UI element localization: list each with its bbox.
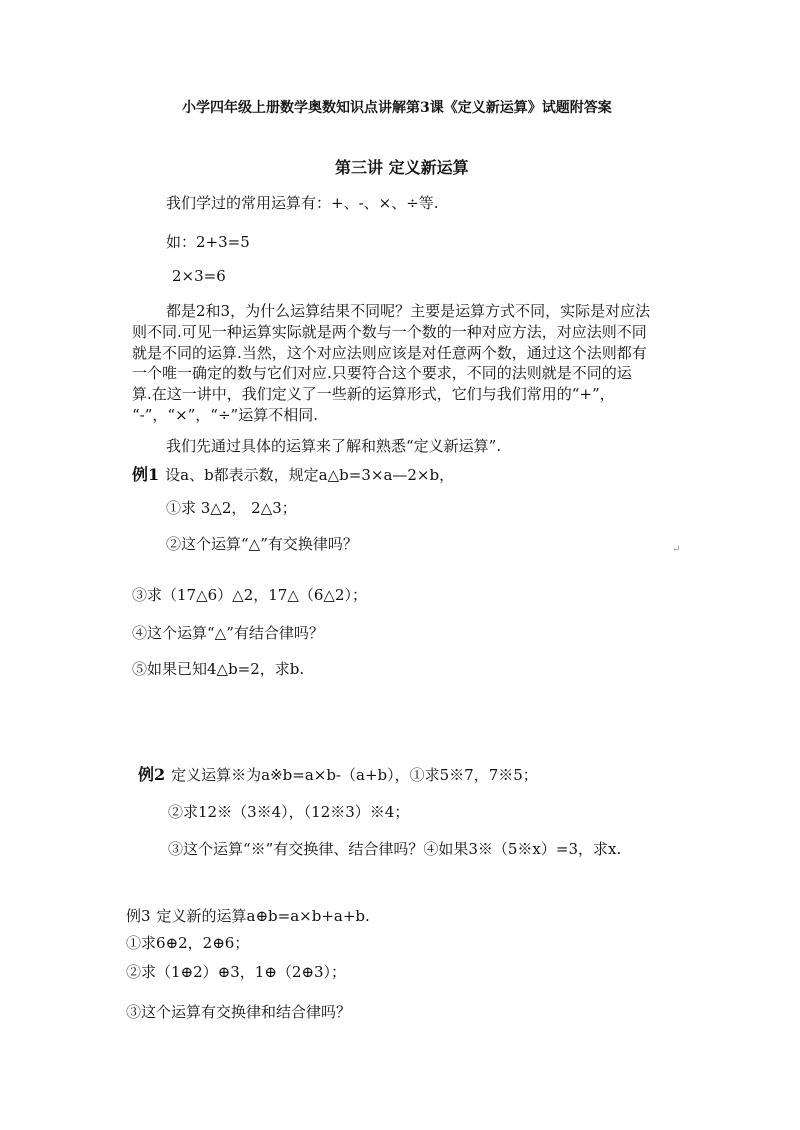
example3-statement	[126, 906, 370, 926]
example1-question-1: ①求 3△2， 2△3；	[166, 499, 297, 517]
intro-example-multiply: 2×3=6	[172, 267, 226, 285]
example3-label: 例3	[126, 907, 151, 925]
paragraph-return-mark: ↵	[672, 544, 681, 555]
document-title: 小学四年级上册数学奥数知识点讲解第3课《定义新运算》试题附答案	[182, 100, 612, 116]
example2-question-3-4: ③这个运算“※”有交换律、结合律吗？④如果3※（5※x）=3，求x.	[168, 840, 622, 858]
lesson-heading: 第三讲 定义新运算	[335, 158, 469, 177]
example2-statement	[138, 765, 538, 785]
example1-label: 例1	[132, 465, 160, 484]
example3-question-2: ②求（1⊕2）⊕3，1⊕（2⊕3）；	[126, 963, 347, 981]
example3-text: 定义新的运算a⊕b=a×b+a+b.	[156, 907, 370, 925]
explanation-line-5: 算.在这一讲中，我们定义了一些新的运算形式，它们与我们常用的“+”，	[132, 385, 615, 403]
explanation-line-2: 则不同.可见一种运算实际就是两个数与一个数的一种对应方法，对应法则不同	[132, 323, 647, 341]
example1-question-2: ②这个运算“△”有交换律吗？	[166, 535, 358, 553]
example2-label: 例2	[138, 765, 166, 784]
intro-operations: 我们学过的常用运算有：+、-、×、÷等.	[166, 194, 439, 212]
example2-text: 定义运算※为a※b=a×b-（a+b），①求5※7，7※5；	[171, 766, 538, 784]
intro-example-add: 如：2+3=5	[166, 233, 250, 251]
explanation-line-3: 就是不同的运算.当然，这个对应法则应该是对任意两个数，通过这个法则都有	[132, 344, 647, 362]
example1-question-5: ⑤如果已知4△b=2，求b.	[132, 660, 305, 678]
example1-text: 设a、b都表示数，规定a△b=3×a—2×b，	[165, 466, 455, 484]
intro-transition: 我们先通过具体的运算来了解和熟悉“定义新运算”.	[166, 437, 502, 455]
explanation-line-4: 一个唯一确定的数与它们对应.只要符合这个要求，不同的法则就是不同的运	[132, 364, 632, 382]
explanation-line-6: “-”，“×”，“÷”运算不相同.	[132, 406, 318, 424]
example2-question-2: ②求12※（3※4），（12※3）※4；	[168, 803, 410, 821]
example1-question-3: ③求（17△6）△2，17△（6△2）；	[132, 586, 367, 604]
example3-question-1: ①求6⊕2，2⊕6；	[126, 934, 250, 952]
example1-question-4: ④这个运算“△”有结合律吗？	[132, 624, 324, 642]
example1-statement	[132, 465, 454, 485]
explanation-line-1: 都是2和3，为什么运算结果不同呢？主要是运算方式不同，实际是对应法	[166, 302, 651, 320]
example3-question-3: ③这个运算有交换律和结合律吗？	[126, 1003, 352, 1021]
